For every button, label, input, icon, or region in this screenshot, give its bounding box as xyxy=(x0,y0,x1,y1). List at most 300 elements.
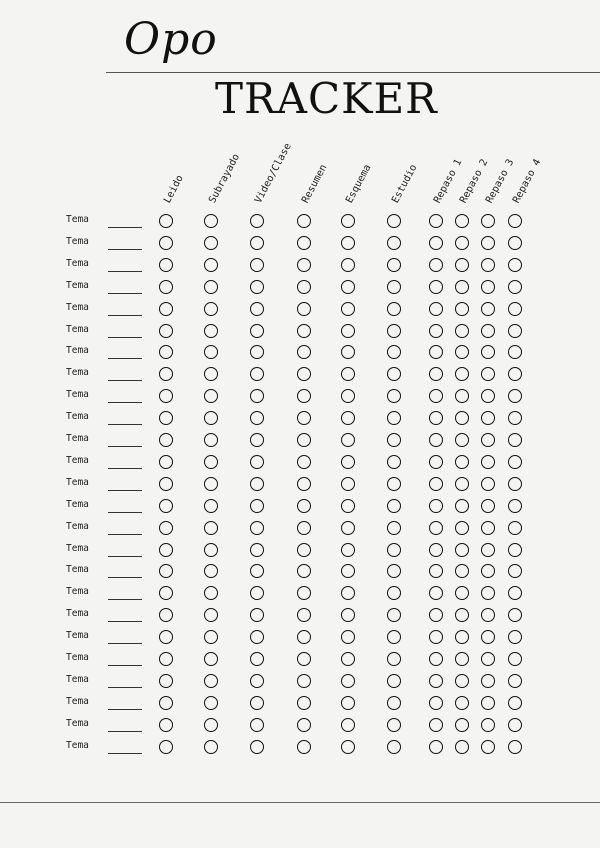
checkbox-circle[interactable] xyxy=(159,258,173,272)
checkbox-circle[interactable] xyxy=(297,389,311,403)
checkbox-circle[interactable] xyxy=(481,674,495,688)
checkbox-circle[interactable] xyxy=(297,586,311,600)
checkbox-circle[interactable] xyxy=(455,302,469,316)
checkbox-circle[interactable] xyxy=(250,586,264,600)
checkbox-circle[interactable] xyxy=(508,608,522,622)
checkbox-circle[interactable] xyxy=(159,389,173,403)
checkbox-circle[interactable] xyxy=(297,236,311,250)
checkbox-circle[interactable] xyxy=(159,214,173,228)
column-header-3: Video/Clase xyxy=(253,141,294,206)
checkbox-circle[interactable] xyxy=(159,433,173,447)
checkbox-circle[interactable] xyxy=(508,586,522,600)
checkbox-circle[interactable] xyxy=(341,236,355,250)
script-title: Opo xyxy=(124,14,218,65)
checkbox-circle[interactable] xyxy=(297,521,311,535)
checkbox-circle[interactable] xyxy=(455,433,469,447)
checkbox-circle[interactable] xyxy=(204,455,218,469)
checkbox-circle[interactable] xyxy=(341,696,355,710)
checkbox-circle[interactable] xyxy=(429,718,443,732)
checkbox-circle[interactable] xyxy=(455,455,469,469)
checkbox-circle[interactable] xyxy=(455,674,469,688)
checkbox-circle[interactable] xyxy=(159,521,173,535)
checkbox-circle[interactable] xyxy=(297,324,311,338)
checkbox-circle[interactable] xyxy=(387,324,401,338)
checkbox-circle[interactable] xyxy=(508,367,522,381)
checkbox-circle[interactable] xyxy=(387,455,401,469)
row-label: Tema xyxy=(66,301,89,313)
checkbox-circle[interactable] xyxy=(159,652,173,666)
checkbox-circle[interactable] xyxy=(481,564,495,578)
checkbox-circle[interactable] xyxy=(297,214,311,228)
checkbox-circle[interactable] xyxy=(387,433,401,447)
checkbox-circle[interactable] xyxy=(429,543,443,557)
checkbox-circle[interactable] xyxy=(204,521,218,535)
checkbox-circle[interactable] xyxy=(204,740,218,754)
checkbox-circle[interactable] xyxy=(508,280,522,294)
checkbox-circle[interactable] xyxy=(429,586,443,600)
checkbox-circle[interactable] xyxy=(481,630,495,644)
checkbox-circle[interactable] xyxy=(341,608,355,622)
checkbox-circle[interactable] xyxy=(387,652,401,666)
checkbox-circle[interactable] xyxy=(297,543,311,557)
checkbox-circle[interactable] xyxy=(508,389,522,403)
checkbox-circle[interactable] xyxy=(481,433,495,447)
checkbox-circle[interactable] xyxy=(341,740,355,754)
checkbox-circle[interactable] xyxy=(341,630,355,644)
checkbox-circle[interactable] xyxy=(204,389,218,403)
checkbox-circle[interactable] xyxy=(387,630,401,644)
checkbox-circle[interactable] xyxy=(429,499,443,513)
checkbox-circle[interactable] xyxy=(481,367,495,381)
checkbox-circle[interactable] xyxy=(204,411,218,425)
checkbox-circle[interactable] xyxy=(250,324,264,338)
checkbox-circle[interactable] xyxy=(159,455,173,469)
topic-blank-line[interactable] xyxy=(108,446,142,447)
checkbox-circle[interactable] xyxy=(387,564,401,578)
checkbox-circle[interactable] xyxy=(297,258,311,272)
checkbox-circle[interactable] xyxy=(508,718,522,732)
checkbox-circle[interactable] xyxy=(159,608,173,622)
checkbox-circle[interactable] xyxy=(204,564,218,578)
checkbox-circle[interactable] xyxy=(387,258,401,272)
checkbox-circle[interactable] xyxy=(204,280,218,294)
checkbox-circle[interactable] xyxy=(508,696,522,710)
topic-blank-line[interactable] xyxy=(108,665,142,666)
checkbox-circle[interactable] xyxy=(429,696,443,710)
checkbox-circle[interactable] xyxy=(429,302,443,316)
checkbox-circle[interactable] xyxy=(455,477,469,491)
checkbox-circle[interactable] xyxy=(387,674,401,688)
checkbox-circle[interactable] xyxy=(204,543,218,557)
checkbox-circle[interactable] xyxy=(481,696,495,710)
checkbox-circle[interactable] xyxy=(250,630,264,644)
checkbox-circle[interactable] xyxy=(481,258,495,272)
checkbox-circle[interactable] xyxy=(297,433,311,447)
checkbox-circle[interactable] xyxy=(159,586,173,600)
checkbox-circle[interactable] xyxy=(481,740,495,754)
checkbox-circle[interactable] xyxy=(250,411,264,425)
checkbox-circle[interactable] xyxy=(387,608,401,622)
checkbox-circle[interactable] xyxy=(297,499,311,513)
checkbox-circle[interactable] xyxy=(429,389,443,403)
checkbox-circle[interactable] xyxy=(250,696,264,710)
checkbox-circle[interactable] xyxy=(429,324,443,338)
checkbox-circle[interactable] xyxy=(455,718,469,732)
checkbox-circle[interactable] xyxy=(341,674,355,688)
row-label: Tema xyxy=(66,630,89,642)
column-header-10: Repaso 4 xyxy=(511,157,544,206)
checkbox-circle[interactable] xyxy=(297,652,311,666)
checkbox-circle[interactable] xyxy=(429,521,443,535)
checkbox-circle[interactable] xyxy=(297,455,311,469)
topic-blank-line[interactable] xyxy=(108,577,142,578)
checkbox-circle[interactable] xyxy=(250,258,264,272)
checkbox-circle[interactable] xyxy=(159,564,173,578)
checkbox-circle[interactable] xyxy=(204,345,218,359)
row-label: Tema xyxy=(66,673,89,685)
checkbox-circle[interactable] xyxy=(429,258,443,272)
checkbox-circle[interactable] xyxy=(429,652,443,666)
checkbox-circle[interactable] xyxy=(341,214,355,228)
row-label: Tema xyxy=(66,608,89,620)
checkbox-circle[interactable] xyxy=(429,236,443,250)
checkbox-circle[interactable] xyxy=(429,674,443,688)
topic-blank-line[interactable] xyxy=(108,490,142,491)
checkbox-circle[interactable] xyxy=(341,718,355,732)
checkbox-circle[interactable] xyxy=(508,258,522,272)
topic-blank-line[interactable] xyxy=(108,731,142,732)
checkbox-circle[interactable] xyxy=(204,367,218,381)
topic-blank-line[interactable] xyxy=(108,249,142,250)
checkbox-circle[interactable] xyxy=(387,236,401,250)
checkbox-circle[interactable] xyxy=(455,389,469,403)
checkbox-circle[interactable] xyxy=(455,324,469,338)
checkbox-circle[interactable] xyxy=(455,236,469,250)
checkbox-circle[interactable] xyxy=(297,608,311,622)
checkbox-circle[interactable] xyxy=(455,608,469,622)
checkbox-circle[interactable] xyxy=(159,740,173,754)
checkbox-circle[interactable] xyxy=(250,608,264,622)
checkbox-circle[interactable] xyxy=(297,345,311,359)
checkbox-circle[interactable] xyxy=(341,302,355,316)
checkbox-circle[interactable] xyxy=(159,345,173,359)
checkbox-circle[interactable] xyxy=(297,696,311,710)
checkbox-circle[interactable] xyxy=(387,280,401,294)
topic-blank-line[interactable] xyxy=(108,402,142,403)
checkbox-circle[interactable] xyxy=(455,411,469,425)
checkbox-circle[interactable] xyxy=(429,630,443,644)
checkbox-circle[interactable] xyxy=(481,543,495,557)
checkbox-circle[interactable] xyxy=(250,740,264,754)
checkbox-circle[interactable] xyxy=(341,433,355,447)
row-label: Tema xyxy=(66,652,89,663)
checkbox-circle[interactable] xyxy=(429,455,443,469)
checkbox-circle[interactable] xyxy=(481,214,495,228)
checkbox-circle[interactable] xyxy=(341,280,355,294)
checkbox-circle[interactable] xyxy=(159,674,173,688)
row-label: Tema xyxy=(66,542,89,554)
checkbox-circle[interactable] xyxy=(250,367,264,381)
checkbox-circle[interactable] xyxy=(204,433,218,447)
checkbox-circle[interactable] xyxy=(250,477,264,491)
checkbox-circle[interactable] xyxy=(204,674,218,688)
checkbox-circle[interactable] xyxy=(341,652,355,666)
checkbox-circle[interactable] xyxy=(455,214,469,228)
checkbox-circle[interactable] xyxy=(481,236,495,250)
checkbox-circle[interactable] xyxy=(429,214,443,228)
topic-blank-line[interactable] xyxy=(108,643,142,644)
checkbox-circle[interactable] xyxy=(481,280,495,294)
checkbox-circle[interactable] xyxy=(429,564,443,578)
checkbox-circle[interactable] xyxy=(204,302,218,316)
checkbox-circle[interactable] xyxy=(387,345,401,359)
column-header-2: Subrayado xyxy=(207,152,243,206)
checkbox-circle[interactable] xyxy=(508,433,522,447)
checkbox-circle[interactable] xyxy=(455,652,469,666)
checkbox-circle[interactable] xyxy=(481,324,495,338)
checkbox-circle[interactable] xyxy=(204,630,218,644)
checkbox-circle[interactable] xyxy=(387,302,401,316)
checkbox-circle[interactable] xyxy=(508,302,522,316)
checkbox-circle[interactable] xyxy=(508,521,522,535)
checkbox-circle[interactable] xyxy=(455,543,469,557)
checkbox-circle[interactable] xyxy=(481,411,495,425)
checkbox-circle[interactable] xyxy=(250,521,264,535)
checkbox-circle[interactable] xyxy=(341,499,355,513)
checkbox-circle[interactable] xyxy=(455,280,469,294)
topic-blank-line[interactable] xyxy=(108,315,142,316)
checkbox-circle[interactable] xyxy=(429,367,443,381)
checkbox-circle[interactable] xyxy=(204,477,218,491)
checkbox-circle[interactable] xyxy=(508,543,522,557)
checkbox-circle[interactable] xyxy=(341,543,355,557)
topic-blank-line[interactable] xyxy=(108,753,142,754)
row-label: Tema xyxy=(66,520,89,532)
column-header-9: Repaso 3 xyxy=(484,157,517,206)
topic-blank-line[interactable] xyxy=(108,358,142,359)
row-label: Tema xyxy=(66,695,89,707)
row-label: Tema xyxy=(66,279,89,291)
checkbox-circle[interactable] xyxy=(481,455,495,469)
checkbox-circle[interactable] xyxy=(250,345,264,359)
checkbox-circle[interactable] xyxy=(508,477,522,491)
checkbox-circle[interactable] xyxy=(429,345,443,359)
checkbox-circle[interactable] xyxy=(508,740,522,754)
topic-blank-line[interactable] xyxy=(108,709,142,710)
checkbox-circle[interactable] xyxy=(429,433,443,447)
checkbox-circle[interactable] xyxy=(429,280,443,294)
checkbox-circle[interactable] xyxy=(159,367,173,381)
checkbox-circle[interactable] xyxy=(250,652,264,666)
checkbox-circle[interactable] xyxy=(341,455,355,469)
checkbox-circle[interactable] xyxy=(508,499,522,513)
checkbox-circle[interactable] xyxy=(481,302,495,316)
checkbox-circle[interactable] xyxy=(159,543,173,557)
topic-blank-line[interactable] xyxy=(108,293,142,294)
checkbox-circle[interactable] xyxy=(204,652,218,666)
checkbox-circle[interactable] xyxy=(481,652,495,666)
topic-blank-line[interactable] xyxy=(108,337,142,338)
checkbox-circle[interactable] xyxy=(159,302,173,316)
checkbox-circle[interactable] xyxy=(159,236,173,250)
checkbox-circle[interactable] xyxy=(455,630,469,644)
checkbox-circle[interactable] xyxy=(341,477,355,491)
checkbox-circle[interactable] xyxy=(159,696,173,710)
topic-blank-line[interactable] xyxy=(108,380,142,381)
row-label: Tema xyxy=(66,564,89,576)
checkbox-circle[interactable] xyxy=(481,389,495,403)
checkbox-circle[interactable] xyxy=(455,696,469,710)
checkbox-circle[interactable] xyxy=(159,499,173,513)
checkbox-circle[interactable] xyxy=(508,236,522,250)
checkbox-circle[interactable] xyxy=(508,324,522,338)
checkbox-circle[interactable] xyxy=(341,324,355,338)
checkbox-circle[interactable] xyxy=(481,499,495,513)
row-label: Tema xyxy=(66,367,89,379)
checkbox-circle[interactable] xyxy=(455,740,469,754)
column-header-8: Repaso 2 xyxy=(458,157,491,206)
topic-blank-line[interactable] xyxy=(108,599,142,600)
checkbox-circle[interactable] xyxy=(204,586,218,600)
checkbox-circle[interactable] xyxy=(341,345,355,359)
column-header-7: Repaso 1 xyxy=(432,157,465,206)
checkbox-circle[interactable] xyxy=(429,411,443,425)
checkbox-circle[interactable] xyxy=(455,345,469,359)
column-header-6: Estudio xyxy=(390,162,420,206)
checkbox-circle[interactable] xyxy=(455,367,469,381)
checkbox-circle[interactable] xyxy=(387,389,401,403)
checkbox-circle[interactable] xyxy=(387,696,401,710)
checkbox-circle[interactable] xyxy=(250,433,264,447)
row-label: Tema xyxy=(66,433,89,444)
checkbox-circle[interactable] xyxy=(204,258,218,272)
checkbox-circle[interactable] xyxy=(508,345,522,359)
topic-blank-line[interactable] xyxy=(108,227,142,228)
checkbox-circle[interactable] xyxy=(341,411,355,425)
checkbox-circle[interactable] xyxy=(481,718,495,732)
checkbox-circle[interactable] xyxy=(297,280,311,294)
checkbox-circle[interactable] xyxy=(387,586,401,600)
checkbox-circle[interactable] xyxy=(508,674,522,688)
checkbox-circle[interactable] xyxy=(297,564,311,578)
checkbox-circle[interactable] xyxy=(250,280,264,294)
checkbox-circle[interactable] xyxy=(297,718,311,732)
topic-blank-line[interactable] xyxy=(108,534,142,535)
checkbox-circle[interactable] xyxy=(250,718,264,732)
checkbox-circle[interactable] xyxy=(429,740,443,754)
row-label: Tema xyxy=(66,411,89,423)
checkbox-circle[interactable] xyxy=(204,236,218,250)
checkbox-circle[interactable] xyxy=(455,258,469,272)
row-label: Tema xyxy=(66,739,89,751)
checkbox-circle[interactable] xyxy=(341,258,355,272)
checkbox-circle[interactable] xyxy=(481,608,495,622)
checkbox-circle[interactable] xyxy=(341,367,355,381)
row-label: Tema xyxy=(66,257,89,269)
checkbox-circle[interactable] xyxy=(481,586,495,600)
checkbox-circle[interactable] xyxy=(159,477,173,491)
checkbox-circle[interactable] xyxy=(159,411,173,425)
topic-blank-line[interactable] xyxy=(108,468,142,469)
checkbox-circle[interactable] xyxy=(204,499,218,513)
checkbox-circle[interactable] xyxy=(250,543,264,557)
checkbox-circle[interactable] xyxy=(159,280,173,294)
checkbox-circle[interactable] xyxy=(204,608,218,622)
checkbox-circle[interactable] xyxy=(250,455,264,469)
checkbox-circle[interactable] xyxy=(341,389,355,403)
checkbox-circle[interactable] xyxy=(341,564,355,578)
checkbox-circle[interactable] xyxy=(387,740,401,754)
checkbox-circle[interactable] xyxy=(455,499,469,513)
checkbox-circle[interactable] xyxy=(387,543,401,557)
checkbox-circle[interactable] xyxy=(297,302,311,316)
checkbox-circle[interactable] xyxy=(387,411,401,425)
checkbox-circle[interactable] xyxy=(297,367,311,381)
checkbox-circle[interactable] xyxy=(508,411,522,425)
checkbox-circle[interactable] xyxy=(297,411,311,425)
checkbox-circle[interactable] xyxy=(508,652,522,666)
checkbox-circle[interactable] xyxy=(341,521,355,535)
checkbox-circle[interactable] xyxy=(250,214,264,228)
checkbox-circle[interactable] xyxy=(508,564,522,578)
topic-blank-line[interactable] xyxy=(108,621,142,622)
checkbox-circle[interactable] xyxy=(481,521,495,535)
checkbox-circle[interactable] xyxy=(204,214,218,228)
checkbox-circle[interactable] xyxy=(297,630,311,644)
checkbox-circle[interactable] xyxy=(387,718,401,732)
checkbox-circle[interactable] xyxy=(297,477,311,491)
checkbox-circle[interactable] xyxy=(250,389,264,403)
checkbox-circle[interactable] xyxy=(204,696,218,710)
checkbox-circle[interactable] xyxy=(250,236,264,250)
checkbox-circle[interactable] xyxy=(455,564,469,578)
topic-blank-line[interactable] xyxy=(108,424,142,425)
checkbox-circle[interactable] xyxy=(429,608,443,622)
checkbox-circle[interactable] xyxy=(159,324,173,338)
checkbox-circle[interactable] xyxy=(455,586,469,600)
checkbox-circle[interactable] xyxy=(159,630,173,644)
topic-blank-line[interactable] xyxy=(108,271,142,272)
checkbox-circle[interactable] xyxy=(250,499,264,513)
checkbox-circle[interactable] xyxy=(204,324,218,338)
checkbox-circle[interactable] xyxy=(159,718,173,732)
topic-blank-line[interactable] xyxy=(108,687,142,688)
checkbox-circle[interactable] xyxy=(387,477,401,491)
checkbox-circle[interactable] xyxy=(204,718,218,732)
checkbox-circle[interactable] xyxy=(250,564,264,578)
checkbox-circle[interactable] xyxy=(250,674,264,688)
checkbox-circle[interactable] xyxy=(387,499,401,513)
row-label: Tema xyxy=(66,235,89,247)
checkbox-circle[interactable] xyxy=(508,630,522,644)
checkbox-circle[interactable] xyxy=(387,521,401,535)
checkbox-circle[interactable] xyxy=(481,477,495,491)
topic-blank-line[interactable] xyxy=(108,556,142,557)
checkbox-circle[interactable] xyxy=(481,345,495,359)
checkbox-circle[interactable] xyxy=(297,740,311,754)
row-label: Tema xyxy=(66,717,89,729)
checkbox-circle[interactable] xyxy=(508,455,522,469)
checkbox-circle[interactable] xyxy=(297,674,311,688)
checkbox-circle[interactable] xyxy=(429,477,443,491)
checkbox-circle[interactable] xyxy=(341,586,355,600)
topic-blank-line[interactable] xyxy=(108,512,142,513)
checkbox-circle[interactable] xyxy=(455,521,469,535)
checkbox-circle[interactable] xyxy=(387,214,401,228)
checkbox-circle[interactable] xyxy=(250,302,264,316)
checkbox-circle[interactable] xyxy=(387,367,401,381)
checkbox-circle[interactable] xyxy=(508,214,522,228)
